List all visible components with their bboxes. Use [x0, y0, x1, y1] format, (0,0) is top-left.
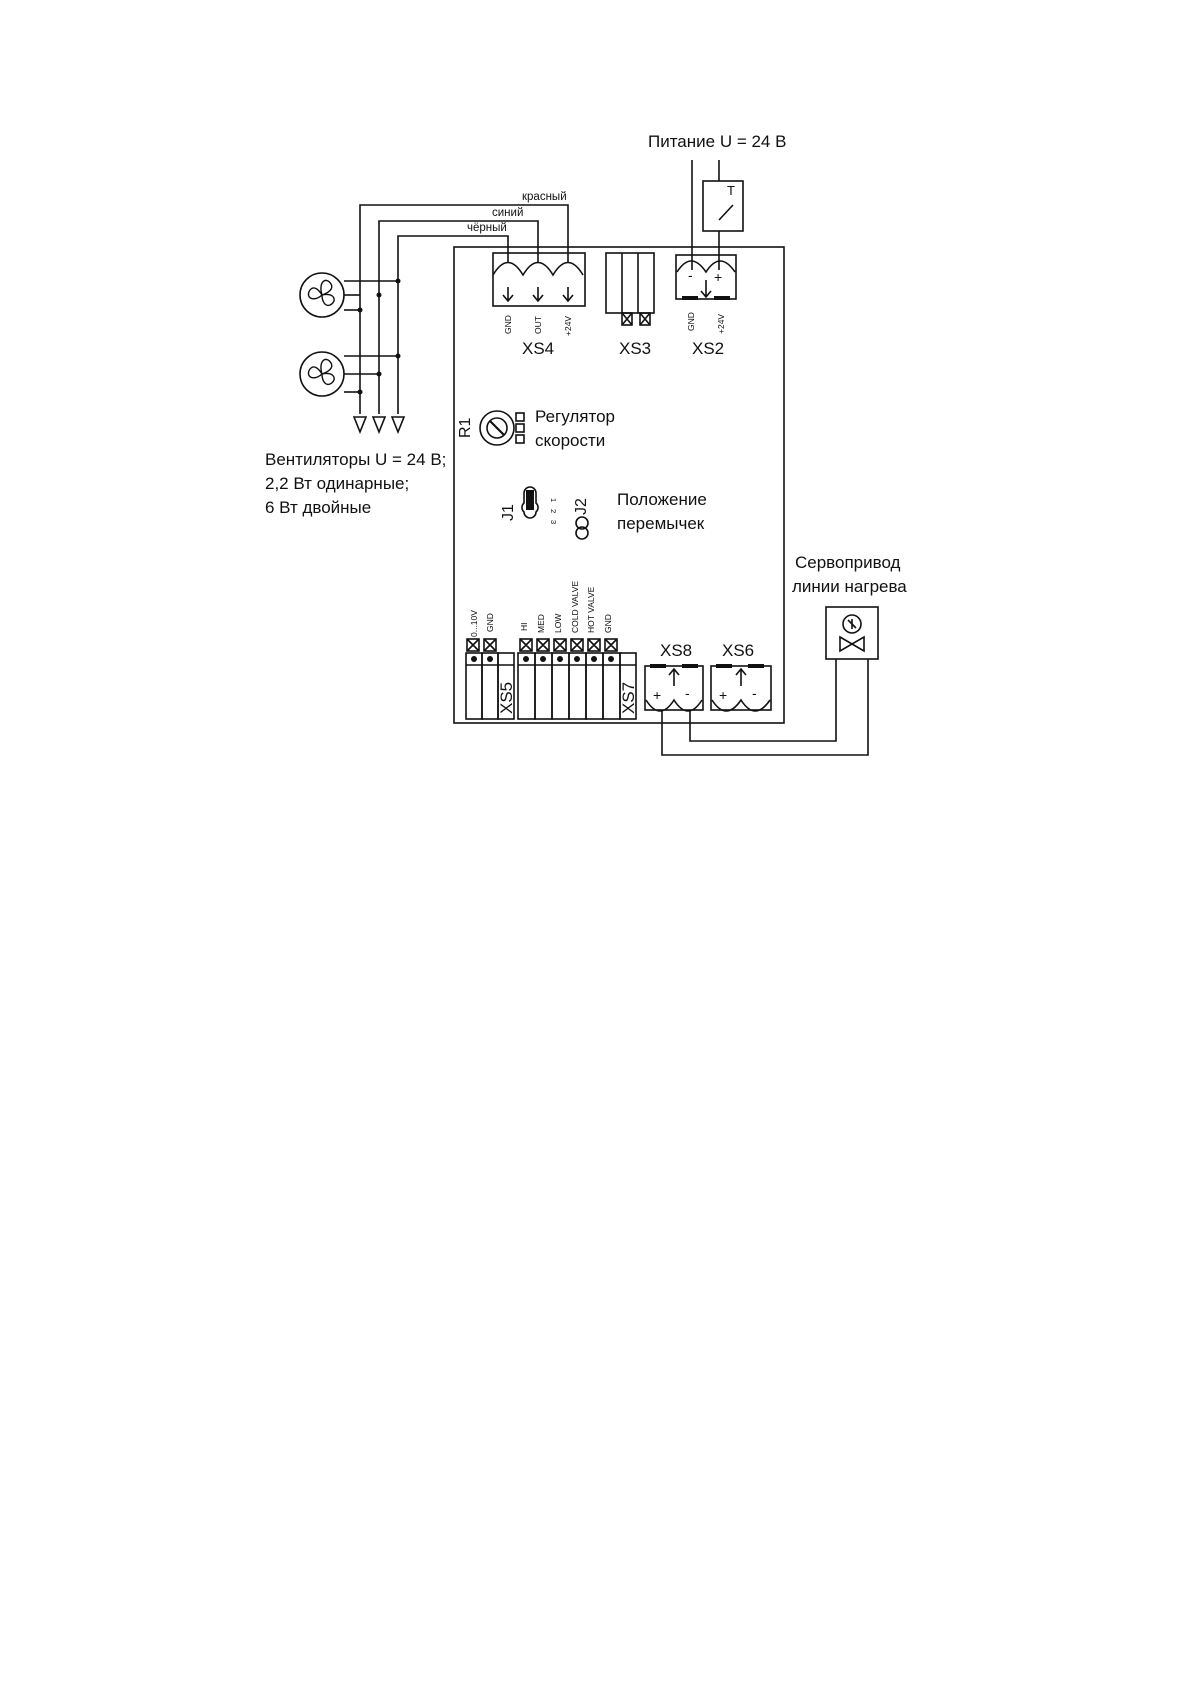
jumpers-text-2: перемычек: [617, 514, 705, 533]
xs2-pin-gnd: GND: [686, 312, 696, 331]
potentiometer-icon: [480, 411, 524, 445]
j-pin-2: 2: [549, 509, 558, 514]
wire-black-label: чёрный: [467, 222, 507, 234]
xs5-label: XS5: [497, 681, 516, 714]
xs3-connector: [606, 253, 654, 325]
j2-label: J2: [573, 498, 590, 515]
fans-label-2: 2,2 Вт одинарные;: [265, 474, 410, 493]
thermostat-switch: [703, 181, 743, 231]
servo-wire-minus: [690, 659, 836, 741]
xs2-label: XS2: [692, 339, 725, 358]
fan-2-icon: [300, 352, 344, 396]
xs7-pin-hot-valve: HOT VALVE: [586, 586, 596, 633]
xs2-pin-24v: +24V: [716, 313, 726, 334]
fans-label-1: Вентиляторы U = 24 В;: [265, 450, 447, 469]
xs4-pin-gnd: GND: [503, 315, 513, 334]
xs7-pin-cold-valve: COLD VALVE: [570, 580, 580, 633]
servo-label-1: Сервопривод: [795, 553, 901, 572]
wire-black: [398, 236, 508, 414]
xs8-minus: -: [685, 685, 690, 701]
power-label: Питание U = 24 В: [648, 132, 787, 151]
xs3-label: XS3: [619, 339, 652, 358]
xs5-pin-0-10v: 0...10V: [469, 610, 479, 637]
xs4-pin-out: OUT: [533, 316, 543, 334]
r1-text-2: скорости: [535, 431, 606, 450]
fans-label-3: 6 Вт двойные: [265, 498, 372, 517]
xs4-pin-24v: +24V: [563, 315, 573, 336]
j-pin-3: 3: [549, 520, 558, 525]
xs4-label: XS4: [522, 339, 555, 358]
xs7-pin-low: LOW: [553, 613, 563, 633]
j1-label: J1: [500, 504, 517, 521]
r1-text-1: Регулятор: [535, 407, 616, 426]
xs2-minus: -: [688, 267, 693, 283]
wire-red-label: красный: [522, 191, 567, 203]
xs2-connector: [676, 255, 736, 300]
switch-label: T: [727, 183, 735, 198]
xs6-plus: +: [719, 687, 728, 703]
servo-label-2: линии нагрева: [792, 577, 907, 596]
j-pin-1: 1: [549, 498, 558, 503]
xs6-minus: -: [752, 685, 757, 701]
xs8-label: XS8: [660, 641, 693, 660]
arrow-blue: [373, 417, 385, 432]
xs6-label: XS6: [722, 641, 755, 660]
switch-contact: [719, 205, 733, 220]
xs7-pin-hi: HI: [519, 622, 529, 631]
fan-1-icon: [300, 273, 344, 317]
wire-blue-label: синий: [492, 207, 524, 219]
xs7-pin-med: MED: [536, 614, 546, 633]
xs4-connector: [493, 253, 585, 306]
jumpers-text-1: Положение: [617, 490, 707, 509]
xs7-pin-gnd: GND: [603, 614, 613, 633]
wire-blue: [379, 221, 538, 414]
arrow-black: [392, 417, 404, 432]
j2-jumper: [576, 517, 588, 539]
j1-jumper: [522, 487, 538, 518]
arrow-red: [354, 417, 366, 432]
servo-valve-icon: [826, 607, 878, 659]
xs5-pin-gnd: GND: [485, 613, 495, 632]
r1-label: R1: [457, 417, 474, 438]
xs8-plus: +: [653, 687, 662, 703]
xs2-plus: +: [714, 269, 723, 285]
xs7-label: XS7: [619, 681, 638, 714]
